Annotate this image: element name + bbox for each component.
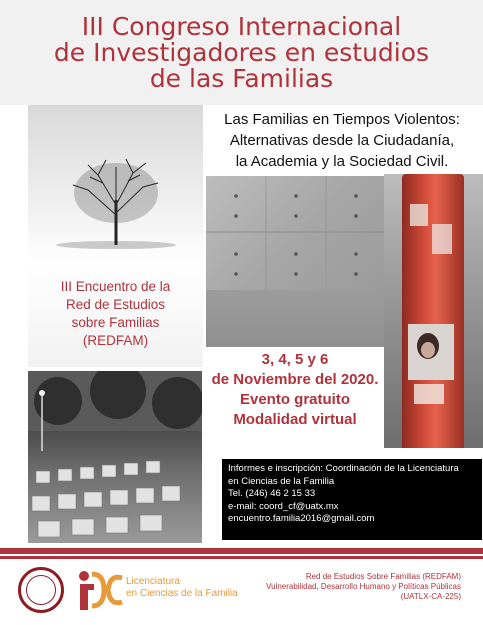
lic-line: Licenciatura [126,576,180,587]
info-line: en Ciencias de la Familia [228,475,335,487]
contact-info-box [222,459,482,540]
info-line: Informes e inscripción: Coordinación de la Licenciatura [228,463,459,474]
redfam-line: Vulnerabilidad, Desarrollo Humano y Políticas Públicas [266,582,461,591]
info-email: e-mail: coord_cf@uatx.mx [228,500,339,512]
event-month: de Noviembre del 2020. [211,371,379,388]
pavement-photo [206,290,384,347]
info-phone: Tel. (246) 46 2 15 33 [228,488,316,499]
encuentro-line: Red de Estudios [65,297,166,312]
concrete-wall-photo [206,176,384,290]
red-pole [402,174,464,448]
title-line: de Investigadores en estudios [53,38,430,67]
fdc-logo-icon [74,566,126,614]
encuentro-line: sobre Familias [71,315,160,330]
subtitle-line: la Academia y la Sociedad Civil. [235,153,449,170]
footer-stripe [0,548,483,554]
subtitle-line: Las Familias en Tiempos Violentos: [224,111,460,128]
redfam-line: (UATLX-CA-225) [400,592,461,601]
event-subtitle [207,109,477,172]
encuentro-line: III Encuentro de la [60,279,171,294]
lic-line: en Ciencias de la Familia [126,588,238,599]
event-title [0,14,483,92]
event-details [206,350,384,430]
chairs-photo [28,371,202,543]
info-email-alt: encuentro.familia2016@gmail.com [228,513,375,524]
event-dates: 3, 4, 5 y 6 [261,351,329,368]
redfam-text [250,572,461,602]
redfam-line: Red de Estudios Sobre Familias (REDFAM) [305,572,461,581]
subtitle-line: Alternativas desde la Ciudadanía, [229,132,455,149]
title-line: III Congreso Internacional [81,12,402,41]
event-mode: Modalidad virtual [233,411,357,428]
licenciatura-text [126,576,238,600]
event-free: Evento gratuito [239,391,350,408]
encuentro-text [28,278,203,350]
university-seal-inner [26,575,56,605]
title-line: de las Familias [149,64,334,93]
encuentro-line: (REDFAM) [82,333,149,348]
